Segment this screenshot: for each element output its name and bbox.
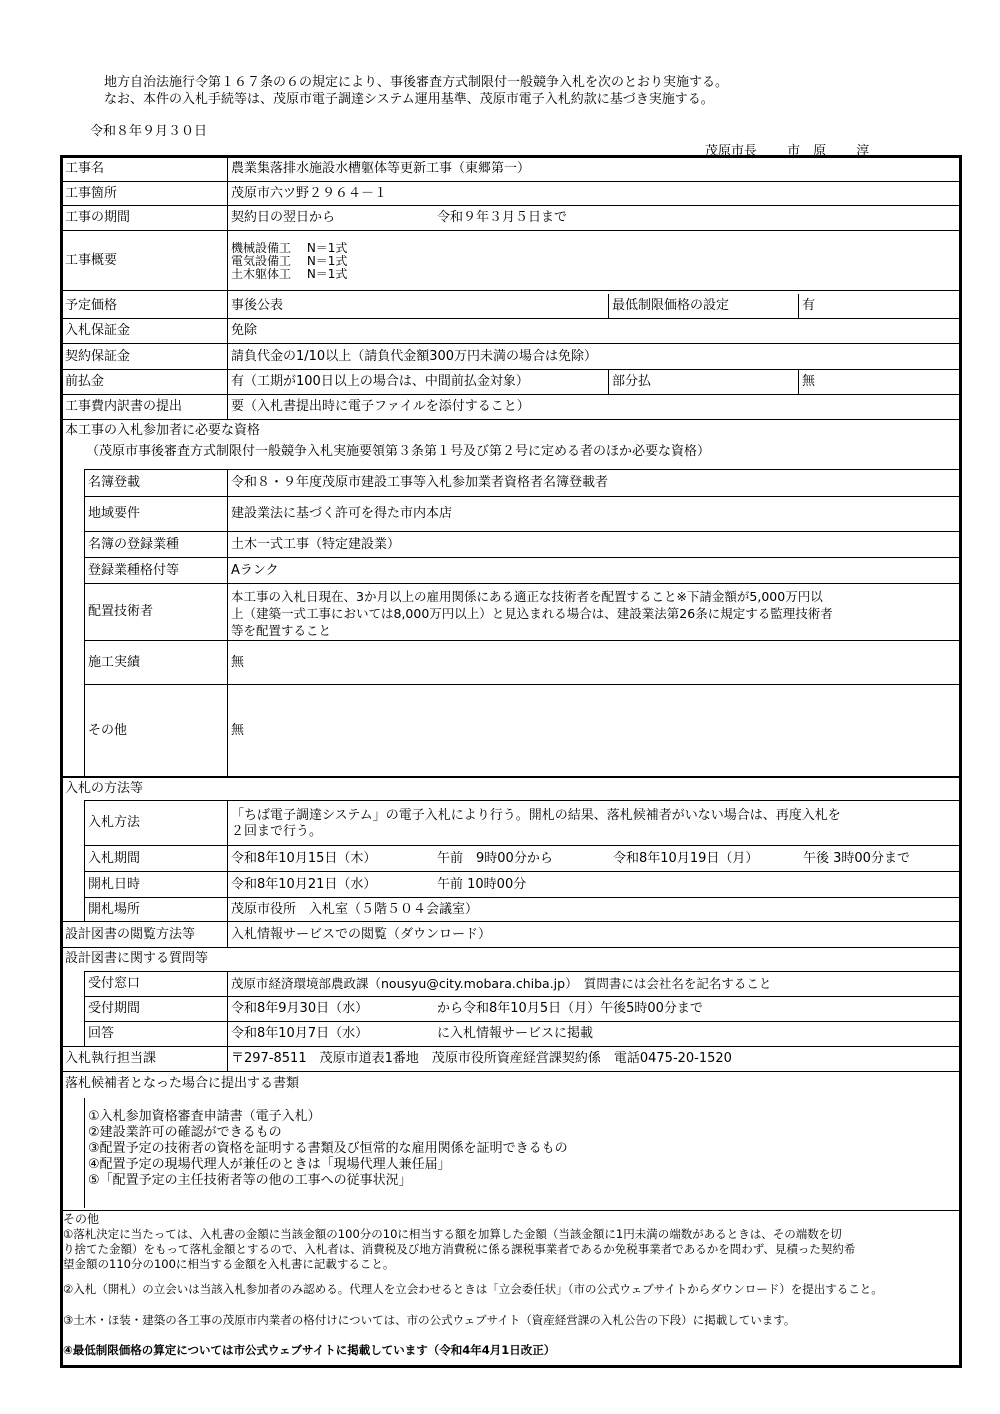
gaiyou-item: 土木躯体工 N＝1式	[231, 267, 348, 281]
mayor-signature: 茂原市長 市 原 淳	[705, 144, 870, 159]
label-kaisatsu-basho: 開札場所	[88, 901, 141, 917]
label-etsuran: 設計図書の閲覧方法等	[65, 926, 196, 942]
value-bubunbarai: 無	[802, 374, 816, 389]
gaiyou-item: 電気設備工 N＝1式	[231, 254, 348, 268]
shorui-item: ③配置予定の技術者の資格を証明する書類及び恒常的な雇用関係を証明できるもの	[88, 1141, 568, 1156]
intro-text	[104, 74, 728, 108]
label-chiiki: 地域要件	[88, 506, 141, 521]
value-kakuzuke: Aランク	[231, 562, 279, 578]
value-kaisatsu-basho: 茂原市役所 入札室（５階５０４会議室）	[231, 901, 479, 917]
shorui-item: ①入札参加資格審査申請書（電子入札）	[88, 1109, 321, 1124]
label-uchiwake: 工事費内訳書の提出	[65, 399, 183, 414]
value-uchiwake: 要（入札書提出時に電子ファイルを添付すること）	[231, 399, 530, 414]
shorui-item: ④配置予定の現場代理人が兼任のときは「現場代理人兼任届」	[88, 1157, 451, 1172]
label-shikaku-sonota: その他	[88, 722, 128, 738]
value-uketsuke-madoguchi: 茂原市経済環境部農政課（nousyu@city.mobara.chiba.jp） 質問書には会社名を記名すること	[231, 976, 772, 991]
label-tantou: 入札執行担当課	[65, 1051, 157, 1066]
label-keiyaku-hoshokin: 契約保証金	[65, 348, 131, 364]
label-maebaraikin: 前払金	[65, 374, 105, 389]
value-tantou: 〒297-8511 茂原市道表1番地 茂原市役所資産経営課契約係 電話0475-20-1520	[231, 1051, 732, 1066]
value-kaisatsu-bi-date: 令和8年10月21日（水）	[231, 876, 377, 892]
value-kaito: に入札情報サービスに掲載	[437, 1026, 594, 1041]
value-nyusatsu-hoshokin: 免除	[231, 323, 258, 338]
sonota-note-3: ③土木・ほ装・建築の各工事の茂原市内業者の格付けについては、市の公式ウェブサイト（資産経営課の入札公告の下段）に掲載しています。	[63, 1313, 796, 1327]
sonota-note-1-line: 望金額の110分の100に相当する金額を入札書に記載すること。	[63, 1257, 395, 1271]
value-kouji-basho: 茂原市六ツ野２９６４－１	[231, 185, 388, 201]
value-shikaku-sonota: 無	[231, 722, 245, 738]
value-kaisatsu-bi-time: 午前 10時00分	[437, 876, 527, 892]
label-kaito: 回答	[88, 1026, 115, 1041]
value-uketsuke-kikan-to: から令和8年10月5日（月）午後5時00分まで	[437, 1001, 703, 1016]
gijutsusha-line: 等を配置すること	[231, 622, 332, 638]
shorui-list	[88, 1109, 568, 1189]
value-nyusatsu-kikan-to-time: 午後 3時00分まで	[803, 850, 910, 866]
value-chiiki: 建設業法に基づく許可を得た市内本店	[231, 506, 453, 521]
value-nyusatsu-houhou	[228, 801, 958, 845]
label-kouji-gaiyou: 工事概要	[65, 252, 118, 268]
value-nyusatsu-kikan-from-date: 令和8年10月15日（木）	[231, 850, 377, 866]
sonota-note-4: ④最低制限価格の算定については市公式ウェブサイトに掲載しています（令和4年4月1日改正）	[63, 1343, 556, 1357]
label-yotei-kakaku: 予定価格	[65, 297, 118, 313]
shorui-item: ⑤「配置予定の主任技術者等の他の工事への従事状況」	[88, 1173, 412, 1188]
intro-line-1: 地方自治法施行令第１６７条の６の規定により、事後審査方式制限付一般競争入札を次のとおり実施する。	[104, 75, 729, 90]
value-meibo: 令和８・９年度茂原市建設工事等入札参加業者資格者名簿登載者	[231, 475, 609, 490]
value-etsuran: 入札情報サービスでの閲覧（ダウンロード）	[231, 926, 492, 942]
label-gijutsusha: 配置技術者	[88, 604, 154, 619]
label-jisseki: 施工実績	[88, 654, 141, 670]
label-uketsuke-madoguchi: 受付窓口	[88, 976, 141, 991]
label-kouji-kikan: 工事の期間	[65, 210, 131, 225]
section-shitsumon-title: 設計図書に関する質問等	[65, 951, 209, 966]
sonota-title: その他	[63, 1212, 100, 1226]
value-nyusatsu-kikan-from-time: 午前 9時00分から	[437, 850, 553, 866]
value-kaito-date: 令和8年10月7日（水）	[231, 1026, 369, 1041]
value-kouji-gaiyou	[228, 231, 958, 290]
section-shikaku-title: 本工事の入札参加者に必要な資格	[65, 423, 261, 438]
section-shikaku-subtitle: （茂原市事後審査方式制限付一般競争入札実施要領第３条第１号及び第２号に定める者のほか必要な資格）	[86, 444, 711, 459]
label-nyusatsu-kikan: 入札期間	[88, 850, 141, 866]
sonota-note-2: ②入札（開札）の立会いは当該入札参加者のみ認める。代理人を立会わせるときは「立会委任状」（市の公式ウェブサイトからダウンロード）を提出すること。	[63, 1282, 883, 1296]
intro-line-2: なお、本件の入札手続等は、茂原市電子調達システム運用基準、茂原市電子入札約款に基づき実施する。	[104, 92, 714, 107]
label-kaisatsu-bi: 開札日時	[88, 876, 141, 892]
announcement-date: 令和８年９月３０日	[90, 124, 208, 139]
value-nyusatsu-kikan-to-date: 令和8年10月19日（月）	[613, 850, 759, 866]
houhou-line: ２回まで行う。	[231, 824, 323, 839]
shorui-item: ②建設業許可の確認ができるもの	[88, 1125, 282, 1140]
section-shorui-title: 落札候補者となった場合に提出する書類	[65, 1076, 300, 1091]
value-kouji-kikan-from: 契約日の翌日から	[231, 210, 336, 225]
gijutsusha-line: 本工事の入札日現在、3か月以上の雇用関係にある適正な技術者を配置すること※下請金額が5,000万円以	[231, 588, 823, 604]
label-nyusatsu-hoshokin: 入札保証金	[65, 323, 131, 338]
gijutsusha-line: 上（建築一式工事においては8,000万円以上）と見込まれる場合は、建設業法第26条に規定する監理技術者	[231, 605, 833, 621]
value-kouji-mei: 農業集落排水施設水槽躯体等更新工事（東郷第一）	[231, 161, 531, 176]
label-gyoshu: 名簿の登録業種	[88, 536, 180, 552]
sonota-note-1	[63, 1227, 956, 1272]
value-yotei-kakaku: 事後公表	[231, 297, 284, 313]
label-kouji-mei: 工事名	[65, 161, 105, 176]
sonota-note-1-line: り捨てた金額）をもって落札金額とするので、入札者は、消費税及び地方消費税に係る課税事業者であるか免税事業者であるかを問わず、見積った契約希	[63, 1242, 856, 1256]
gaiyou-item: 機械設備工 N＝1式	[231, 241, 348, 255]
sonota-note-1-line: ①落札決定に当たっては、入札書の金額に当該金額の100分の10に相当する額を加算した金額（当該金額に1円未満の端数があるときは、その端数を切	[63, 1227, 842, 1241]
value-gyoshu: 土木一式工事（特定建設業）	[231, 536, 401, 552]
label-kakuzuke: 登録業種格付等	[88, 562, 180, 578]
value-gijutsusha	[228, 584, 958, 640]
label-kouji-basho: 工事箇所	[65, 185, 118, 201]
label-bubunbarai: 部分払	[612, 374, 652, 389]
label-meibo: 名簿登載	[88, 475, 141, 490]
label-uketsuke-kikan: 受付期間	[88, 1001, 141, 1016]
value-kouji-kikan-to: 令和９年３月５日まで	[437, 210, 568, 225]
value-keiyaku-hoshokin: 請負代金の1/10以上（請負代金額300万円未満の場合は免除）	[231, 348, 598, 364]
value-saitei-seigen: 有	[802, 297, 816, 313]
houhou-line: 「ちば電子調達システム」の電子入札により行う。開札の結果、落札候補者がいない場合は、再度入札を	[231, 808, 841, 823]
value-uketsuke-kikan-from: 令和8年9月30日（水）	[231, 1001, 369, 1016]
value-maebaraikin: 有（工期が100日以上の場合は、中間前払金対象）	[231, 374, 529, 389]
value-jisseki: 無	[231, 654, 245, 670]
section-houhou-title: 入札の方法等	[65, 781, 144, 796]
label-saitei-seigen: 最低制限価格の設定	[612, 297, 730, 313]
label-nyusatsu-houhou: 入札方法	[88, 815, 141, 830]
